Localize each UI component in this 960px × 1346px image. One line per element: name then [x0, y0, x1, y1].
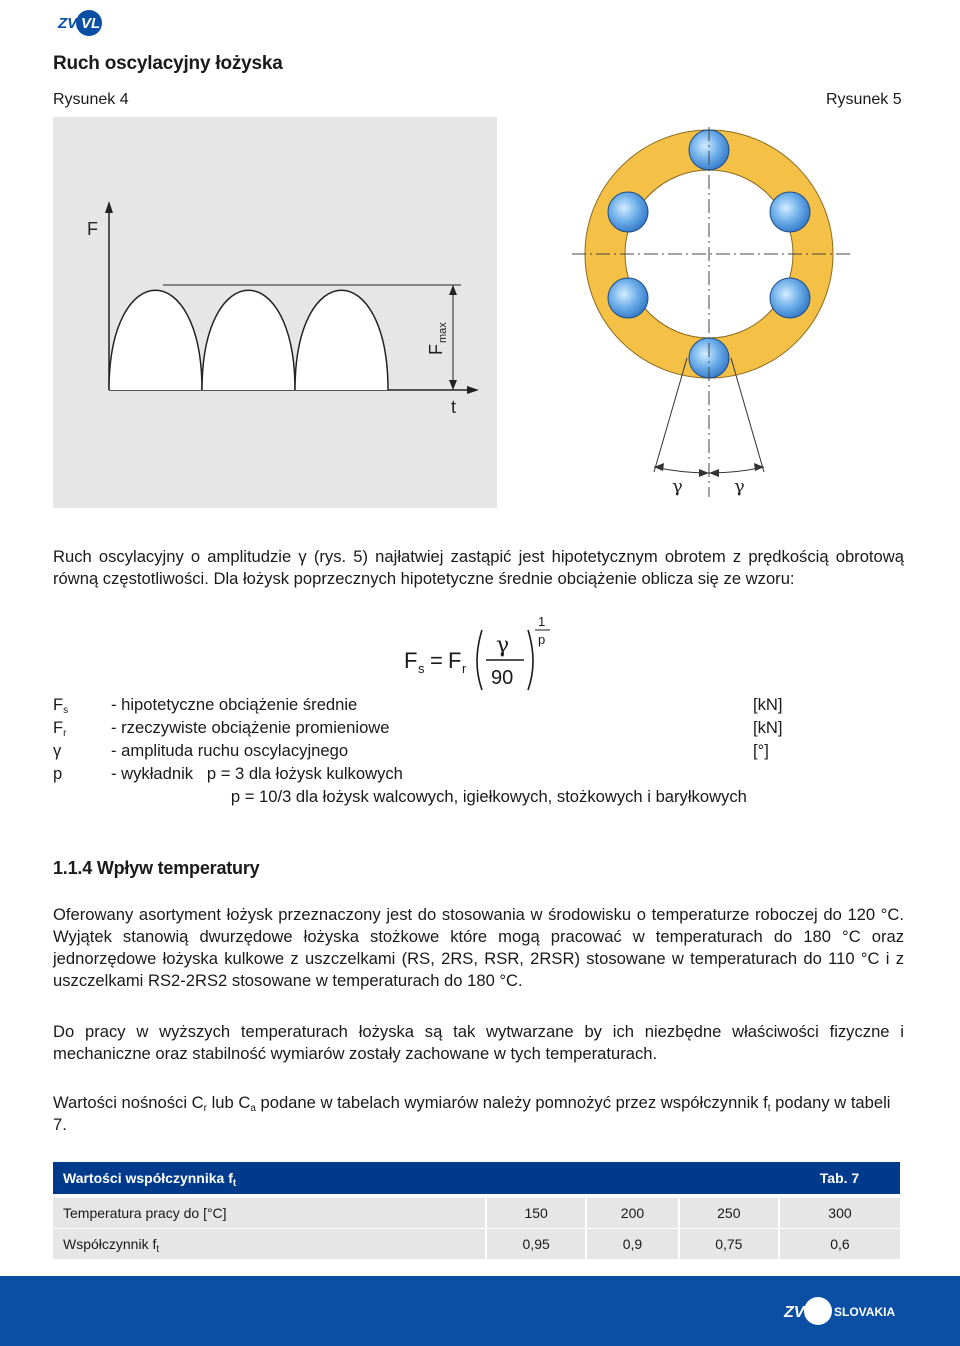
figure-5-label: Rysunek 5 [826, 91, 902, 108]
definition-symbol: p [53, 764, 63, 783]
formula-numerator: γ [496, 633, 510, 658]
text-sub: t [767, 1103, 771, 1114]
table-row-label: Temperatura pracy do [°C] [53, 1198, 486, 1229]
intro-paragraph: Ruch oscylacyjny o amplitudzie γ (rys. 5) najłatwiej zastąpić jest hipotetycznym obrotem z prędkością obrotową równą częstotliwości. Dla łożysk poprzecznych hipotetyczne średnie obciążenie oblicza się ze wzoru: [53, 547, 904, 588]
temperature-factor-table [53, 1162, 900, 1260]
gamma-left-label: γ [672, 476, 683, 497]
definition-unit: [kN] [753, 718, 783, 737]
svg-text:SLOVAKIA: SLOVAKIA [834, 1305, 896, 1319]
formula-rhs-sub: r [462, 661, 467, 676]
definition-text: - wykładnik p = 3 dla łożysk kulkowych [111, 764, 403, 783]
fmax-label: F [426, 344, 446, 355]
definition-unit: [kN] [753, 695, 783, 714]
definition-row [53, 695, 813, 718]
axis-x-label: t [451, 397, 457, 417]
text-span: lub C [206, 1093, 251, 1112]
definition-row [53, 741, 813, 764]
table-cell: 0,6 [779, 1229, 900, 1260]
definition-unit: [°] [753, 741, 769, 760]
table-row-label: Współczynnik $f_t$ [53, 1229, 486, 1260]
table-cell: 200 [586, 1198, 678, 1229]
text-span: podane w tabelach wymiarów należy pomnożyć przez współczynnik f [255, 1093, 768, 1112]
formula-lhs-sub: s [418, 661, 425, 676]
equivalent-load-formula [400, 612, 580, 692]
table-cell: 0,75 [679, 1229, 779, 1260]
table-cell: 0,95 [486, 1229, 586, 1260]
definition-row [53, 764, 813, 787]
high-temperature-paragraph: Do pracy w wyższych temperaturach łożyska są tak wytwarzane by ich niezbędne właściwości fizyczne i mechaniczne oraz stabilność wymiarów zostały zachowane w tych temperaturach. [53, 1022, 904, 1063]
definition-text: p = 10/3 dla łożysk walcowych, igiełkowych, stożkowych i baryłkowych [111, 787, 747, 806]
table-cell: 150 [486, 1198, 586, 1229]
table-header-row [53, 1162, 900, 1195]
text-sub: a [250, 1103, 256, 1114]
figure-4-label: Rysunek 4 [53, 91, 129, 108]
symbol-definitions [53, 695, 813, 810]
definition-text: - hipotetyczne obciążenie średnie [111, 695, 358, 714]
table-cell: 250 [679, 1198, 779, 1229]
table-cell: 0,9 [586, 1229, 678, 1260]
page-title: Ruch oscylacyjny łożyska [53, 53, 283, 74]
table-row [53, 1198, 900, 1229]
definition-symbol-sub: s [63, 705, 69, 716]
definition-symbol-sub: r [63, 728, 67, 739]
svg-text:ZVL: ZVL [58, 15, 87, 32]
table-title: Wartości współczynnika $f_t$ [53, 1162, 779, 1195]
table-row [53, 1229, 900, 1260]
formula-eq: = [430, 648, 443, 673]
table-number: Tab. 7 [779, 1162, 900, 1195]
axis-y-label: F [87, 219, 98, 239]
text-sub: r [203, 1103, 207, 1114]
svg-text:VL: VL [81, 15, 101, 32]
formula-exp-den: p [538, 632, 546, 647]
zvl-logo [52, 8, 104, 38]
figure-5-bearing [512, 117, 903, 508]
svg-text:ZVL: ZVL [784, 1304, 815, 1321]
definition-symbol: γ [53, 741, 62, 760]
formula-denominator: 90 [491, 667, 514, 689]
definition-row [53, 787, 813, 810]
figure-4-load-graph [53, 117, 497, 508]
formula-exp-num: 1 [538, 614, 546, 629]
gamma-right-label: γ [734, 476, 745, 497]
zvl-slovakia-logo [782, 1295, 907, 1327]
formula-rhs: F [448, 648, 462, 673]
formula-lhs: F [404, 648, 418, 673]
definition-text: - amplituda ruchu oscylacyjnego [111, 741, 349, 760]
table-cell: 300 [779, 1198, 900, 1229]
definition-symbol: F [53, 695, 64, 714]
definition-text: - rzeczywiste obciążenie promieniowe [111, 718, 390, 737]
definition-symbol: F [53, 718, 64, 737]
text-span: podany w tabeli 7. [53, 1093, 891, 1134]
text-span: Wartości nośności C [53, 1093, 204, 1112]
load-rating-paragraph [53, 1092, 904, 1136]
temperature-paragraph: Oferowany asortyment łożysk przeznaczony jest do stosowania w środowisku o temperaturze roboczej do 120 °C. Wyjątek stanowią dwurzędowe łożyska stożkowe które mogą pracować w temperaturach do 180 °C oraz jednorzędowe łożyska kulkowe z uszczelkami (RS, 2RS, RSR, 2RSR) stosowane w temperaturach do 110 °C i z uszczelkami RS2-2RS2 stosowane w temperaturach do 180 °C. [53, 905, 904, 990]
fmax-sub-label: max [437, 322, 449, 343]
definition-row [53, 718, 813, 741]
section-heading: 1.1.4 Wpływ temperatury [53, 858, 260, 878]
